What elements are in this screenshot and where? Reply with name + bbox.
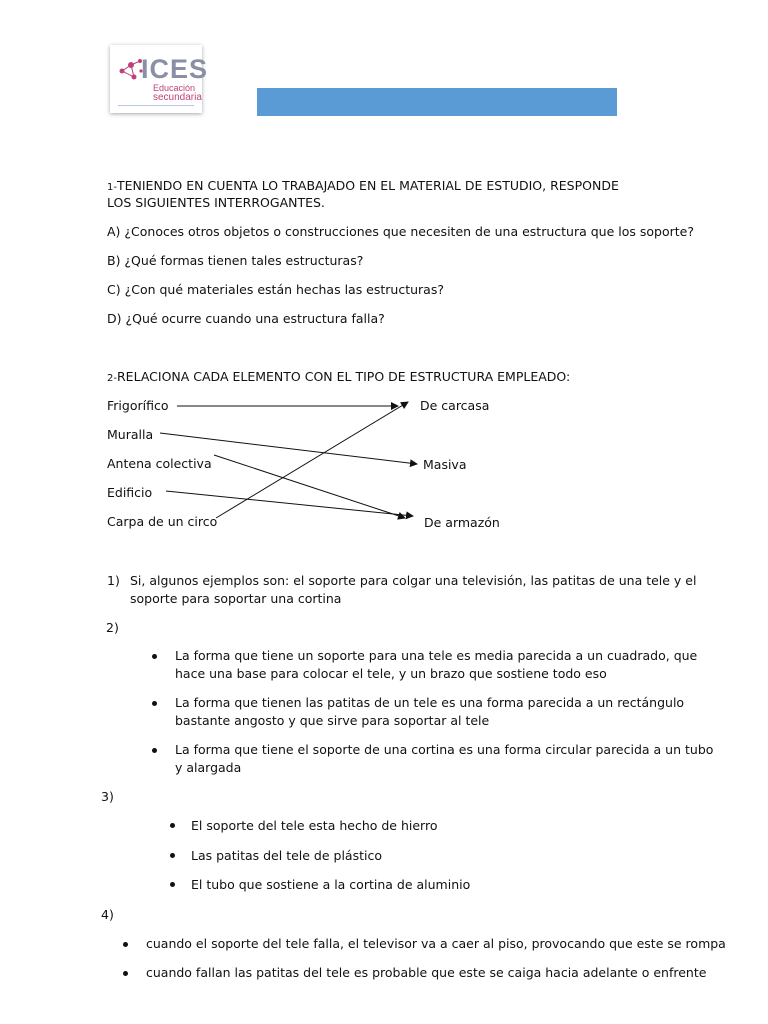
section2-heading-text: RELACIONA CADA ELEMENTO CON EL TIPO DE ESTRUCTURA EMPLEADO: <box>116 369 571 384</box>
answer1-line1: Si, algunos ejemplos son: el soporte para colgar una televisión, las patitas de una tele y el <box>130 573 697 588</box>
arrow-muralla-masiva <box>160 433 417 464</box>
bullet-dot <box>152 654 157 659</box>
bullet-dot <box>123 971 128 976</box>
answer3-bullet3: El tubo que sostiene a la cortina de aluminio <box>191 877 471 892</box>
left-item-antena: Antena colectiva <box>107 456 212 471</box>
left-item-frigorifico: Frigorífico <box>107 398 169 413</box>
section1-heading-text: TENIENDO EN CUENTA LO TRABAJADO EN EL MATERIAL DE ESTUDIO, RESPONDE <box>116 178 619 193</box>
bullet-dot <box>170 853 175 858</box>
logo-subtitle-2: secundaria <box>153 92 202 103</box>
answer2-bullet3-line2: y alargada <box>175 760 242 775</box>
left-item-carpa: Carpa de un circo <box>107 514 218 529</box>
answer1-line2: soporte para soportar una cortina <box>130 591 342 606</box>
answer3-bullet1: El soporte del tele esta hecho de hierro <box>191 818 438 833</box>
answer3-bullet2: Las patitas del tele de plástico <box>191 848 382 863</box>
logo-wordmark: ICES <box>141 54 209 84</box>
section1-heading-line2: LOS SIGUIENTES INTERROGANTES. <box>107 195 325 210</box>
bullet-dot <box>152 701 157 706</box>
logo-subtitle-1: Educación <box>153 83 196 93</box>
arrow-edificio-armazon <box>166 491 413 516</box>
arrow-carpa-carcasa <box>216 402 408 518</box>
answer2-bullet3-line1: La forma que tiene el soporte de una cortina es una forma circular parecida a un tubo <box>175 742 714 757</box>
right-item-armazon: De armazón <box>424 515 500 530</box>
arrow-antena-armazon <box>214 455 405 518</box>
bullet-dot <box>170 823 175 828</box>
answer2-number: 2) <box>106 620 119 635</box>
bullet-dot <box>123 942 128 947</box>
section1-number: 1- <box>107 182 117 193</box>
answer4-number: 4) <box>101 907 114 922</box>
right-item-carcasa: De carcasa <box>420 398 490 413</box>
answer4-bullet1: cuando el soporte del tele falla, el televisor va a caer al piso, provocando que este se rompa <box>146 936 726 951</box>
question-d: D) ¿Qué ocurre cuando una estructura falla? <box>107 311 385 326</box>
answer2-bullet1-line2: hace una base para colocar el tele, y un brazo que sostiene todo eso <box>175 666 607 681</box>
answer2-bullet2-line1: La forma que tienen las patitas de un tele es una forma parecida a un rectángulo <box>175 695 685 710</box>
question-c: C) ¿Con qué materiales están hechas las estructuras? <box>107 282 444 297</box>
right-item-masiva: Masiva <box>423 457 467 472</box>
answer2-bullet2-line2: bastante angosto y que sirve para soportar al tele <box>175 713 490 728</box>
bullet-dot <box>152 748 157 753</box>
answer1-number: 1) <box>107 573 120 588</box>
section2-number: 2- <box>107 373 117 384</box>
question-a: A) ¿Conoces otros objetos o construcciones que necesiten de una estructura que los soporte? <box>107 224 694 239</box>
answer3-number: 3) <box>101 789 114 804</box>
question-b: B) ¿Qué formas tienen tales estructuras? <box>107 253 364 268</box>
left-item-muralla: Muralla <box>107 427 154 442</box>
answer2-bullet1-line1: La forma que tiene un soporte para una tele es media parecida a un cuadrado, que <box>175 648 698 663</box>
answer4-bullet2: cuando fallan las patitas del tele es probable que este se caiga hacia adelante o enfrente <box>146 965 707 980</box>
bullet-dot <box>170 882 175 887</box>
left-item-edificio: Edificio <box>107 485 153 500</box>
